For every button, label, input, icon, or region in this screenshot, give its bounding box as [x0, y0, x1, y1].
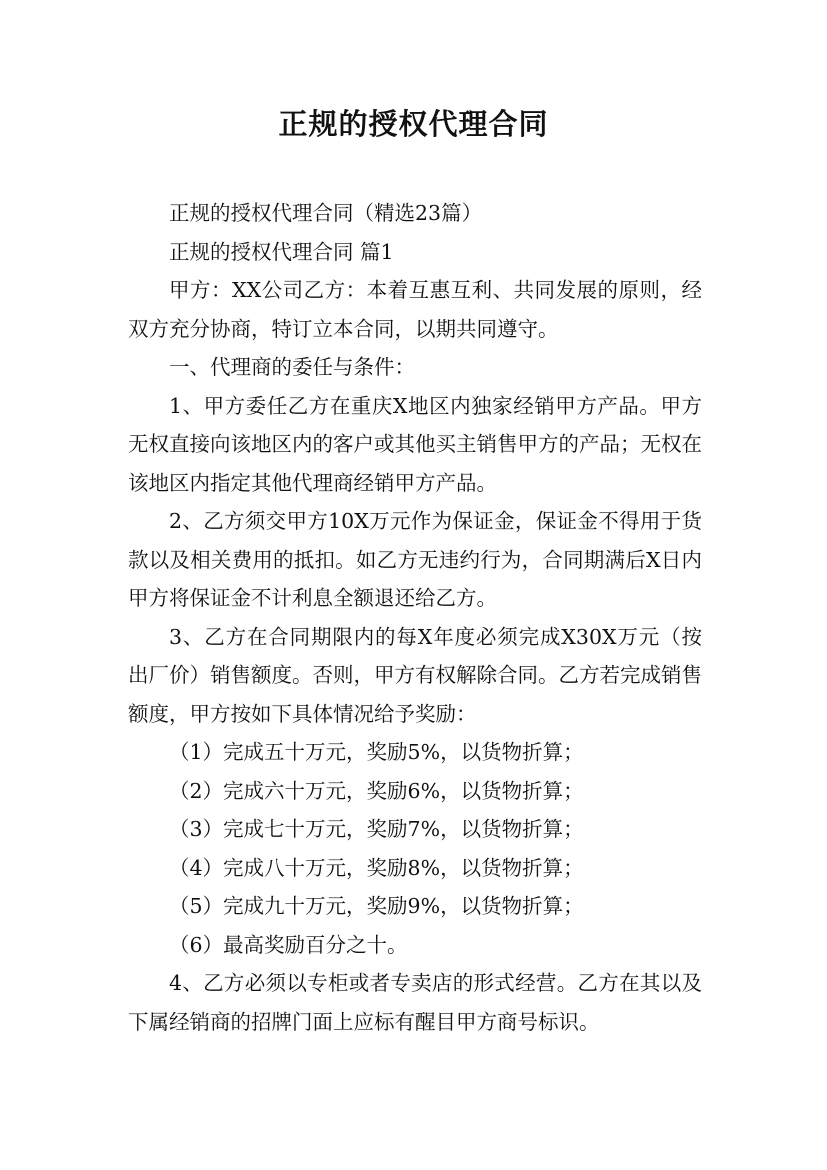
document-title: 正规的授权代理合同 [278, 107, 549, 141]
list-item-reward-4: （4）完成八十万元，奖励8%，以货物折算； [169, 855, 584, 880]
paragraph-subtitle: 正规的授权代理合同（精选23篇） [169, 201, 483, 225]
paragraph-clause-3: 3、乙方在合同期限内的每X年度必须完成X30X万元（按出厂价）销售额度。否则，甲方有权解除合同。乙方若完成销售额度，甲方按如下具体情况给予奖励： [128, 624, 702, 726]
paragraph-section-heading: 一、代理商的委任与条件： [169, 355, 415, 379]
list-item-reward-3: （3）完成七十万元，奖励7%，以货物折算； [169, 817, 584, 841]
document-body [128, 194, 702, 1041]
list-item-reward-5: （5）完成九十万元，奖励9%，以货物折算； [169, 894, 584, 918]
paragraph-clause-1: 1、甲方委任乙方在重庆X地区内独家经销甲方产品。甲方无权直接向该地区内的客户或其他买主销售甲方的产品；无权在该地区内指定其他代理商经销甲方产品。 [128, 393, 702, 495]
paragraph-parties: 甲方：XX公司乙方：本着互惠互利、共同发展的原则，经双方充分协商，特订立本合同，以期共同遵守。 [128, 278, 702, 341]
paragraph-chapter-heading: 正规的授权代理合同 篇1 [169, 239, 394, 264]
paragraph-clause-4: 4、乙方必须以专柜或者专卖店的形式经营。乙方在其以及下属经销商的招牌门面上应标有醒目甲方商号标识。 [128, 971, 702, 1034]
paragraph-clause-2: 2、乙方须交甲方10X万元作为保证金，保证金不得用于货款以及相关费用的抵扣。如乙方无违约行为，合同期满后X日内甲方将保证金不计利息全额退还给乙方。 [128, 509, 702, 610]
list-item-reward-6: （6）最高奖励百分之十。 [169, 932, 408, 957]
list-item-reward-1: （1）完成五十万元，奖励5%，以货物折算； [169, 740, 584, 764]
list-item-reward-2: （2）完成六十万元，奖励6%，以货物折算； [169, 778, 584, 803]
